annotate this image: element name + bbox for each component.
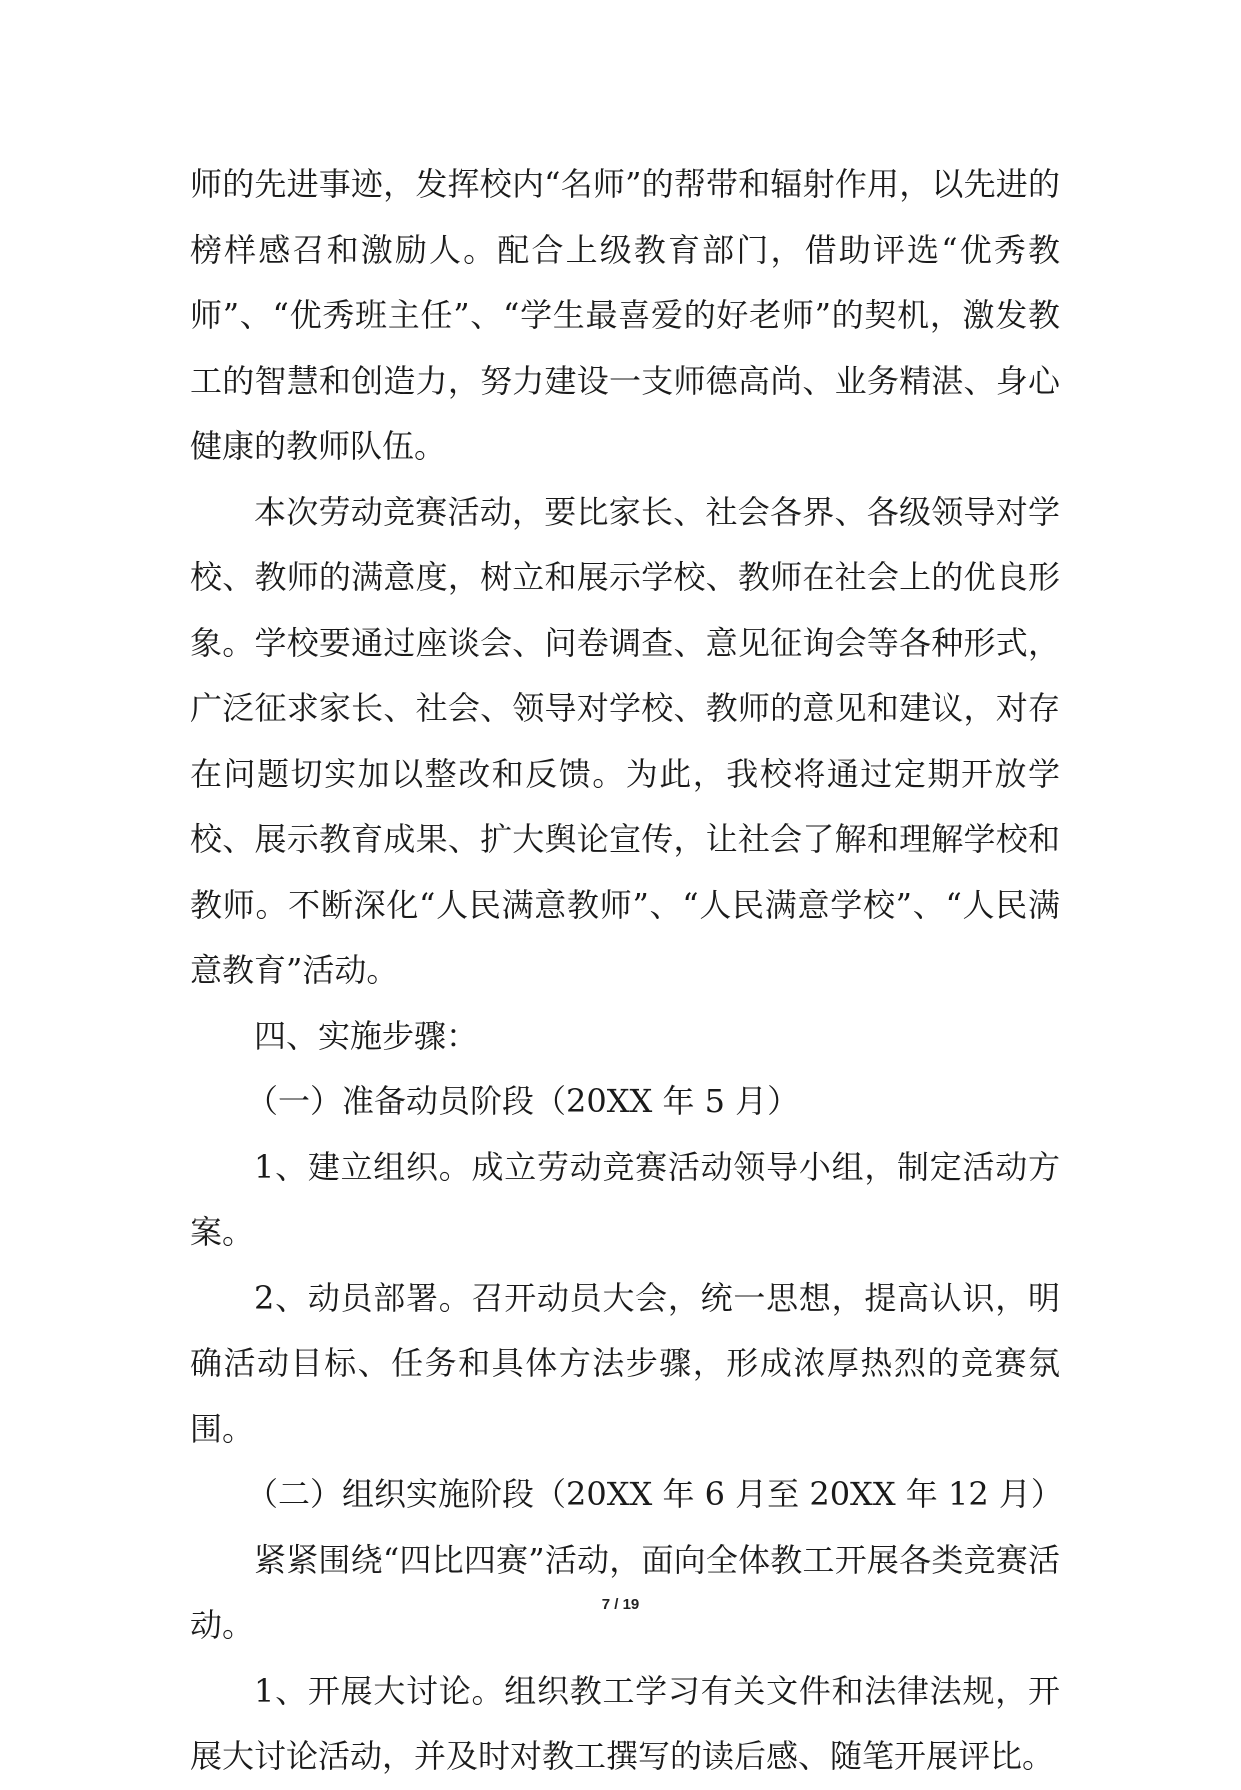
paragraph-continuation: 师的先进事迹，发挥校内“名师”的帮带和辐射作用，以先进的榜样感召和激励人。配合上级教育部门，借助评选“优秀教师”、“优秀班主任”、“学生最喜爱的好老师”的契机，激发教工的智慧和创造力，努力建设一支师德高尚、业务精湛、身心健康的教师队伍。 xyxy=(190,165,1060,465)
document-body xyxy=(190,152,1063,1790)
paragraph-four-comparisons: 紧紧围绕“四比四赛”活动，面向全体教工开展各类竞赛活动。 xyxy=(190,1540,1060,1644)
subsection-heading-preparation: （一）准备动员阶段（20XX 年 5 月） xyxy=(246,1082,800,1120)
list-item-mobilization: 2、动员部署。召开动员大会，统一思想，提高认识，明确活动目标、任务和具体方法步骤，形成浓厚热烈的竞赛氛围。 xyxy=(190,1278,1060,1448)
list-item-establish-organization: 1、建立组织。成立劳动竞赛活动领导小组，制定活动方案。 xyxy=(190,1147,1060,1251)
list-item-discussion: 1、开展大讨论。组织教工学习有关文件和法律法规，开展大讨论活动，并及时对教工撰写的读后感、随笔开展评比。 xyxy=(190,1671,1060,1775)
paragraph-competition: 本次劳动竞赛活动，要比家长、社会各界、各级领导对学校、教师的满意度，树立和展示学校、教师在社会上的优良形象。学校要通过座谈会、问卷调查、意见征询会等各种形式，广泛征求家长、社会、领导对学校、教师的意见和建议，对存在问题切实加以整改和反馈。为此，我校将通过定期开放学校、展示教育成果、扩大舆论宣传，让社会了解和理解学校和教师。不断深化“人民满意教师”、“人民满意学校”、“人民满意教育”活动。 xyxy=(190,492,1060,989)
page-number: 7 / 19 xyxy=(601,1596,640,1613)
section-heading-steps: 四、实施步骤： xyxy=(254,1016,479,1055)
subsection-heading-implementation: （二）组织实施阶段（20XX 年 6 月至 20XX 年 12 月） xyxy=(246,1475,1063,1513)
